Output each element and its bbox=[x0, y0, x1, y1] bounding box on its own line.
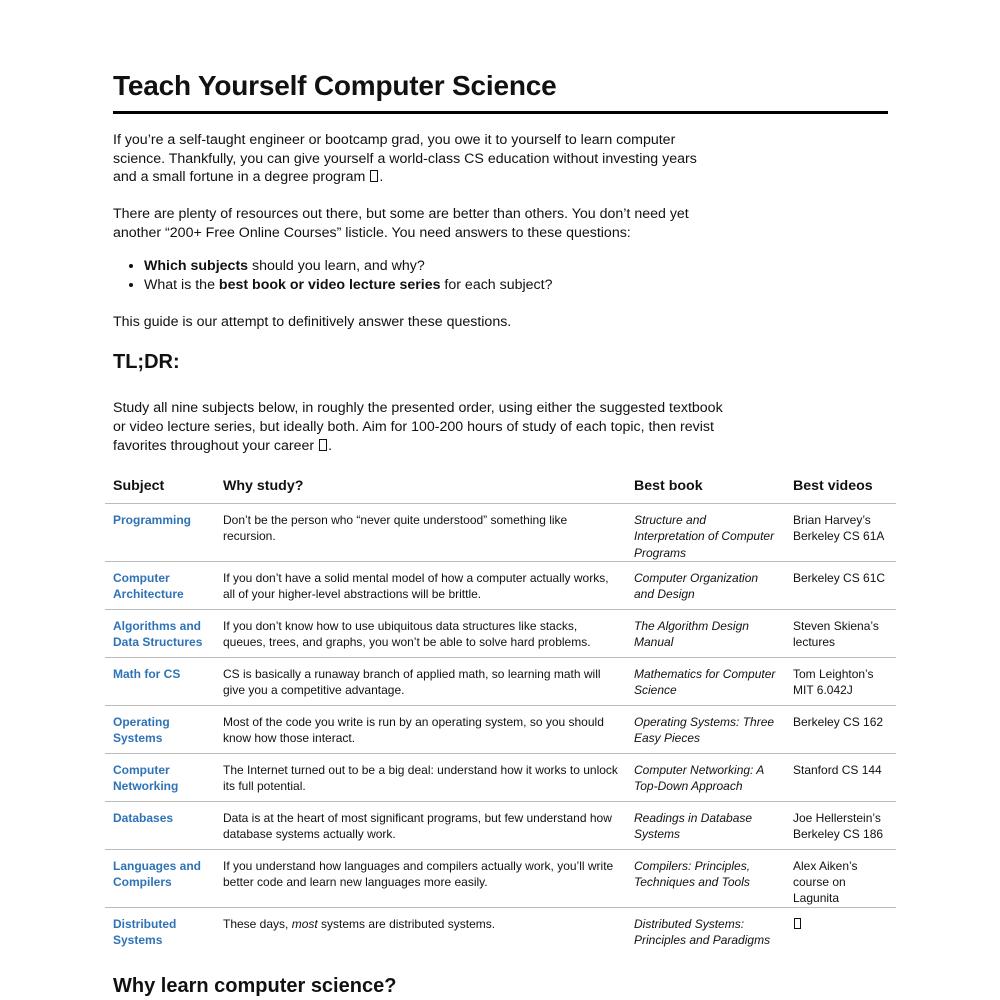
table-row bbox=[105, 705, 896, 753]
videos-cell bbox=[785, 907, 896, 955]
intro-paragraph-2: There are plenty of resources out there, but some are better than others. You don’t need yet another “200+ Free Online Courses” listicle. You need answers to these questions: bbox=[113, 206, 689, 241]
book-cell: Computer Organization and Design bbox=[626, 561, 785, 609]
why-cell: CS is basically a runaway branch of applied math, so learning math will give you a competitive advantage. bbox=[215, 657, 626, 705]
why-cell bbox=[215, 907, 626, 955]
videos-cell: Tom Leighton’s MIT 6.042J bbox=[785, 657, 896, 705]
why-emphasis: most bbox=[291, 916, 318, 931]
book-cell: Readings in Database Systems bbox=[626, 801, 785, 849]
why-text: These days, bbox=[223, 916, 292, 931]
missing-emoji-glyph bbox=[370, 170, 378, 182]
why-cell: If you don’t have a solid mental model of how a computer actually works, all of your higher-level abstractions will be brittle. bbox=[215, 561, 626, 609]
tldr-text: Study all nine subjects below, in roughly the presented order, using either the suggested textbook or video lecture series, but ideally both. Aim for 100-200 hours of study of each topic, then revist favorites throughout your career bbox=[113, 400, 723, 454]
table-row bbox=[105, 753, 896, 801]
book-cell: The Algorithm Design Manual bbox=[626, 609, 785, 657]
why-cell: Data is at the heart of most significant programs, but few understand how database systems actually work. bbox=[215, 801, 626, 849]
why-text: systems are distributed systems. bbox=[317, 916, 496, 931]
missing-emoji-glyph bbox=[794, 918, 801, 929]
tldr-paragraph bbox=[113, 399, 723, 455]
table-row bbox=[105, 504, 896, 562]
missing-emoji-glyph bbox=[319, 439, 327, 451]
question-bold: best book or video lecture series bbox=[218, 276, 441, 293]
book-cell: Compilers: Principles, Techniques and Tools bbox=[626, 849, 785, 907]
videos-cell: Joe Hellerstein’s Berkeley CS 186 bbox=[785, 801, 896, 849]
subject-link-programming[interactable]: Programming bbox=[113, 513, 192, 527]
questions-list bbox=[113, 257, 1000, 295]
table-row bbox=[105, 609, 896, 657]
why-cell: The Internet turned out to be a big deal: understand how it works to unlock its full potential. bbox=[215, 753, 626, 801]
guide-paragraph: This guide is our attempt to definitively answer these questions. bbox=[113, 313, 512, 330]
subject-link-languages-compilers[interactable]: Languages and Compilers bbox=[113, 858, 202, 890]
table-row bbox=[105, 849, 896, 907]
subject-link-algorithms[interactable]: Algorithms and Data Structures bbox=[113, 618, 203, 650]
subjects-table bbox=[105, 470, 896, 955]
page-title: Teach Yourself Computer Science bbox=[113, 70, 557, 101]
question-text: for each subject? bbox=[440, 276, 553, 293]
intro-paragraph-1-trailing: . bbox=[379, 169, 384, 186]
table-row bbox=[105, 801, 896, 849]
table-row bbox=[105, 561, 896, 609]
question-text: should you learn, and why? bbox=[248, 257, 425, 274]
title-divider bbox=[113, 111, 888, 114]
videos-cell: Stanford CS 144 bbox=[785, 753, 896, 801]
videos-cell: Brian Harvey’s Berkeley CS 61A bbox=[785, 504, 896, 562]
book-cell: Distributed Systems: Principles and Paradigms bbox=[634, 916, 771, 948]
header-best-videos: Best videos bbox=[785, 470, 896, 504]
header-subject: Subject bbox=[105, 470, 215, 504]
book-cell: Structure and Interpretation of Computer Programs bbox=[626, 504, 785, 562]
videos-cell: Alex Aiken’s course on Lagunita bbox=[785, 849, 896, 907]
videos-cell: Berkeley CS 61C bbox=[785, 561, 896, 609]
header-why-study: Why study? bbox=[215, 470, 626, 504]
subject-link-distributed-systems[interactable]: Distributed Systems bbox=[113, 916, 177, 948]
question-bold: Which subjects bbox=[144, 257, 249, 274]
videos-cell: Steven Skiena’s lectures bbox=[785, 609, 896, 657]
question-item bbox=[144, 276, 1000, 295]
subject-link-computer-architecture[interactable]: Computer Architecture bbox=[113, 570, 184, 602]
why-cell: Most of the code you write is run by an operating system, so you should know how those interact. bbox=[215, 705, 626, 753]
question-text: What is the bbox=[144, 276, 219, 293]
intro-paragraph-1-text: If you’re a self-taught engineer or bootcamp grad, you owe it to yourself to learn computer science. Thankfully, you can give yourself a world-class CS education without investing years and a small fortune in a degree program bbox=[113, 132, 697, 186]
subject-link-databases[interactable]: Databases bbox=[113, 810, 174, 825]
book-cell: Computer Networking: A Top-Down Approach bbox=[626, 753, 785, 801]
why-cell: If you don’t know how to use ubiquitous data structures like stacks, queues, trees, and graphs, you won’t be able to solve hard problems. bbox=[215, 609, 626, 657]
table-row bbox=[105, 657, 896, 705]
subject-link-operating-systems[interactable]: Operating Systems bbox=[113, 714, 170, 746]
why-cell: Don’t be the person who “never quite understood” something like recursion. bbox=[215, 504, 626, 562]
subject-link-computer-networking[interactable]: Computer Networking bbox=[113, 762, 179, 794]
tldr-trailing: . bbox=[328, 437, 333, 454]
header-best-book: Best book bbox=[626, 470, 785, 504]
subject-link-math-for-cs[interactable]: Math for CS bbox=[113, 666, 181, 681]
table-header-row bbox=[105, 470, 896, 504]
table-row bbox=[105, 907, 896, 955]
book-cell: Mathematics for Computer Science bbox=[626, 657, 785, 705]
why-cell: If you understand how languages and compilers actually work, you’ll write better code and learn new languages more easily. bbox=[215, 849, 626, 907]
why-learn-heading: Why learn computer science? bbox=[113, 975, 397, 997]
question-item bbox=[144, 257, 1000, 276]
article bbox=[0, 0, 1000, 455]
book-cell: Operating Systems: Three Easy Pieces bbox=[626, 705, 785, 753]
intro-paragraph-1 bbox=[113, 131, 723, 187]
tldr-heading: TL;DR: bbox=[113, 351, 180, 374]
videos-cell: Berkeley CS 162 bbox=[785, 705, 896, 753]
